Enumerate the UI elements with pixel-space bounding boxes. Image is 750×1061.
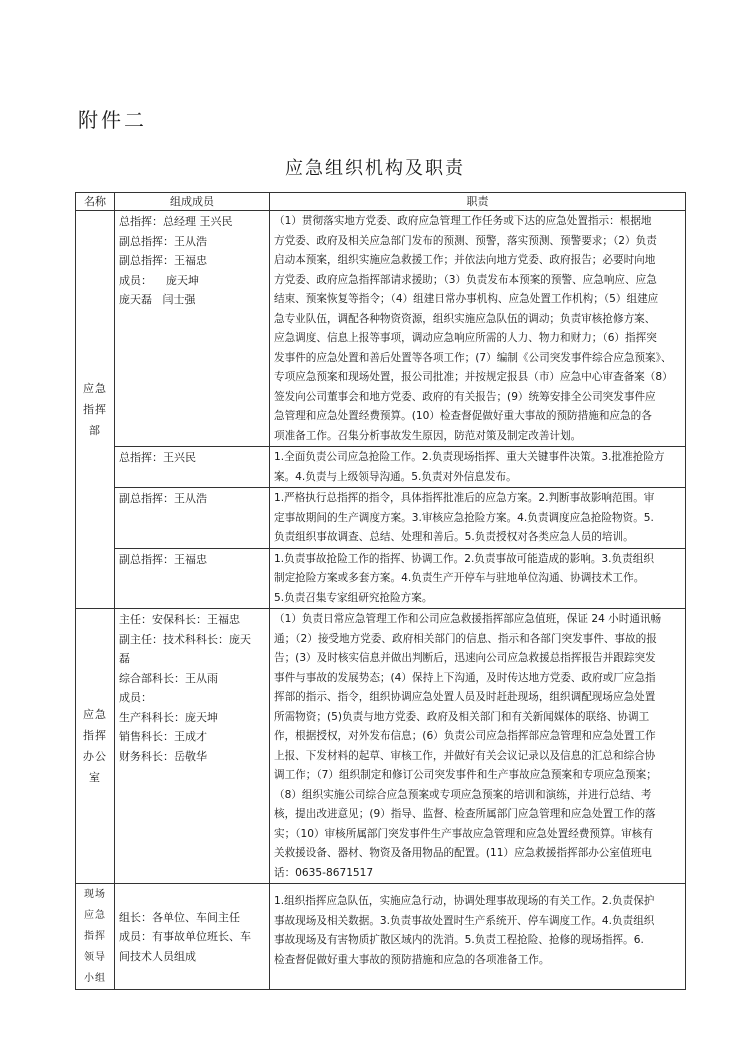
duty-line: 案。4.负责与上级领导沟通。5.负责对外信息发布。 [274, 470, 517, 483]
member-line: 综合部科长：王从雨 [119, 671, 218, 685]
duty-line: 通；（2）接受地方党委、政府相关部门的信息、指示和各部门突发事件、事故的报 [274, 632, 657, 645]
dept-line: 小组 [84, 973, 106, 984]
duty-line: 签发向公司董事会和地方党委、政府的有关报告；(9）统筹安排全公司突发事件应 [274, 390, 656, 403]
document-title: 应急组织机构及职责 [285, 158, 465, 179]
duty-line: 1.全面负责公司应急抢险工作。2.负责现场指挥、重大关键事件决策。3.批准抢险方 [274, 451, 665, 463]
duty-line: 5.负责召集专家组研究抢险方案。 [274, 591, 433, 604]
table-row [76, 609, 686, 884]
duty-line: （1）贯彻落实地方党委、政府应急管理工作任务或下达的应急处置指示：根据地 [274, 215, 652, 227]
duty-cell [270, 548, 686, 609]
dept-line: 室 [89, 771, 101, 784]
duty-line: 启动本预案，组织实施应急救援工作；并依法向地方党委、政府报告；必要时向地 [274, 254, 656, 266]
header-duty: 职责 [270, 193, 686, 211]
dept-line: 现场 [84, 889, 106, 900]
table-header-row [76, 193, 686, 211]
member-line: 副总指挥：王从浩 [119, 234, 207, 248]
duty-line: （1）负责日常应急管理工作和公司应急救援指挥部应急值班，保证 24 小时通讯畅 [274, 613, 662, 625]
dept-line: 指挥 [84, 931, 106, 942]
member-line: 间技术人员组成 [119, 949, 196, 963]
duty-line: 1.组织指挥应急队伍，实施应急行动，协调处理事故现场的有关工作。2.负责保护 [274, 895, 655, 907]
member-line: 总指挥：总经理 王兴民 [119, 215, 233, 228]
duty-line: 所需物资；(5)负责与地方党委、政府及相关部门和有关新闻媒体的联络、协调工 [274, 710, 650, 723]
dept-line: 指挥 [83, 403, 107, 416]
duty-line: 事故现场及相关数据。3.负责事故处置时生产系统开、停车调度工作。4.负责组织 [274, 914, 655, 927]
members-cell [115, 884, 270, 990]
duty-line: 核，提出改进意见；(9）指导、监督、检查所属部门应急管理和应急处置工作的落 [274, 808, 656, 820]
header-name: 名称 [76, 193, 115, 211]
dept-line: 应急 [84, 910, 106, 921]
duty-line: 检查督促做好重大事故的预防措施和应急的各项准备工作。 [274, 953, 550, 966]
duty-line: 发事件的应急处置和善后处置等各项工作；(7）编制《公司突发事件综合应急预案》、 [274, 351, 672, 364]
duty-line: 急管理和应急处置经费预算。(10）检查督促做好重大事故的预防措施和应急的各 [274, 410, 652, 422]
member-line: 副总指挥：王福忠 [119, 254, 207, 267]
duty-cell [270, 488, 686, 549]
duty-line: 作，根据授权，对外发布信息；(6）负责公司应急指挥部应急管理和应急处置工作 [274, 730, 656, 742]
member-line: 副总指挥：王福忠 [119, 552, 207, 566]
dept-line: 应急 [83, 382, 107, 395]
duty-line: 挥部的指示、指令，组织协调应急处置人员及时赶赴现场，组织调配现场应急处置 [274, 691, 656, 703]
duty-line: 制定抢险方案或多套方案。4.负责生产开停车与驻地单位沟通、协调技术工作。 [274, 572, 645, 584]
duty-line: 1.严格执行总指挥的指令，具体指挥批准后的应急方案。2.判断事故影响范围。审 [274, 492, 655, 504]
members-cell [115, 211, 270, 447]
duty-line: 应急调度、信息上报等事项，调动应急响应所需的人力、物力和财力；（6）指挥突 [274, 332, 657, 344]
members-cell [115, 609, 270, 884]
table-row [76, 211, 686, 447]
member-line: 总指挥：王兴民 [119, 451, 196, 464]
attachment-label: 附件二 [78, 108, 147, 132]
duty-line: 1.负责事故抢险工作的指挥、协调工作。2.负责事故可能造成的影响。3.负责组织 [274, 552, 654, 565]
members-cell [115, 548, 270, 609]
duty-line: 事件与事故的发展势态；(4）保持上下沟通，及时传达地方党委、政府或厂应急指 [274, 671, 656, 684]
member-line: 成员：有事故单位班长、车 [119, 930, 251, 944]
table-row [76, 488, 686, 549]
duty-line: 事故现场及有害物质扩散区域内的洗消。5.负责工程抢险、抢修的现场指挥。6. [274, 934, 644, 946]
dept-field-leadership [76, 884, 115, 990]
duty-cell [270, 609, 686, 884]
duty-line: 方党委、政府及相关应急部门发布的预测、预警，落实预测、预警要求；（2）负责 [274, 234, 657, 247]
duty-line: 上报、下发材料的起草、审核工作，并做好有关会议记录以及信息的汇总和综合协 [274, 749, 656, 762]
duty-line: 专项应急预案和现场处置，报公司批准；并按规定报县（市）应急中心审查备案（8） [274, 371, 673, 383]
member-line: 成员： [119, 691, 152, 704]
dept-line: 办公 [83, 750, 107, 763]
header-members: 组成成员 [115, 193, 270, 211]
table-row [76, 447, 686, 488]
dept-command [76, 211, 115, 609]
member-line: 成员： 庞天坤 [119, 273, 199, 287]
member-line: 组长：各单位、车间主任 [119, 910, 240, 924]
duty-cell [270, 447, 686, 488]
duty-line: 话：0635-8671517 [274, 866, 374, 879]
duty-line: 急专业队伍，调配各种物资资源，组织实施应急队伍的调动；负责审核抢修方案、 [274, 312, 656, 325]
dept-line: 应急 [83, 708, 107, 721]
duty-line: 项准备工作。召集分析事故发生原因，防范对策及制定改善计划。 [274, 429, 582, 442]
duty-cell [270, 884, 686, 990]
member-line: 副主任：技术科科长：庞天 [119, 632, 251, 646]
duty-line: 方党委、政府应急指挥部请求援助；（3）负责发布本预案的预警、应急响应、应急 [274, 273, 657, 286]
member-line: 副总指挥：王从浩 [119, 492, 207, 505]
duty-line: 负责组织事故调查、总结、处理和善后。5.负责授权对各类应急人员的培训。 [274, 531, 634, 543]
duty-line: 实；（10）审核所属部门突发事件生产事故应急管理和应急处置经费预算。审核有 [274, 827, 653, 840]
member-line: 财务科长：岳敬华 [119, 749, 207, 763]
duty-line: 结束、预案恢复等指令；（4）组建日常办事机构、应急处置工作机构；（5）组建应 [274, 293, 659, 305]
dept-line: 指挥 [83, 729, 107, 742]
dept-line: 领导 [84, 952, 106, 963]
dept-line: 部 [89, 424, 101, 437]
members-cell [115, 447, 270, 488]
member-line: 庞天磊 闫士强 [119, 293, 196, 306]
members-cell [115, 488, 270, 549]
duty-line: 调工作；（7）组织制定和修订公司突发事件和生产事故应急预案和专项应急预案； [274, 769, 657, 781]
dept-office [76, 609, 115, 884]
duty-line: （8）组织实施公司综合应急预案或专项应急预案的培训和演练，并进行总结、考 [274, 788, 652, 801]
member-line: 销售科长：王成才 [119, 730, 207, 743]
duty-line: 告；(3）及时核实信息并做出判断后，迅速向公司应急救援总指挥报告并跟踪突发 [274, 652, 656, 664]
duty-line: 定事故期间的生产调度方案。3.审核应急抢险方案。4.负责调度应急抢险物资。5. [274, 511, 654, 524]
member-line: 生产科科长：庞天坤 [119, 710, 218, 724]
responsibility-table [75, 192, 686, 990]
duty-line: 关救援设备、器材、物资及备用物品的配置。(11）应急救援指挥部办公室值班电 [274, 847, 652, 859]
member-line: 主任：安保科长：王福忠 [119, 613, 240, 626]
table-row [76, 884, 686, 990]
member-line: 磊 [119, 652, 130, 665]
duty-cell [270, 211, 686, 447]
table-row [76, 548, 686, 609]
